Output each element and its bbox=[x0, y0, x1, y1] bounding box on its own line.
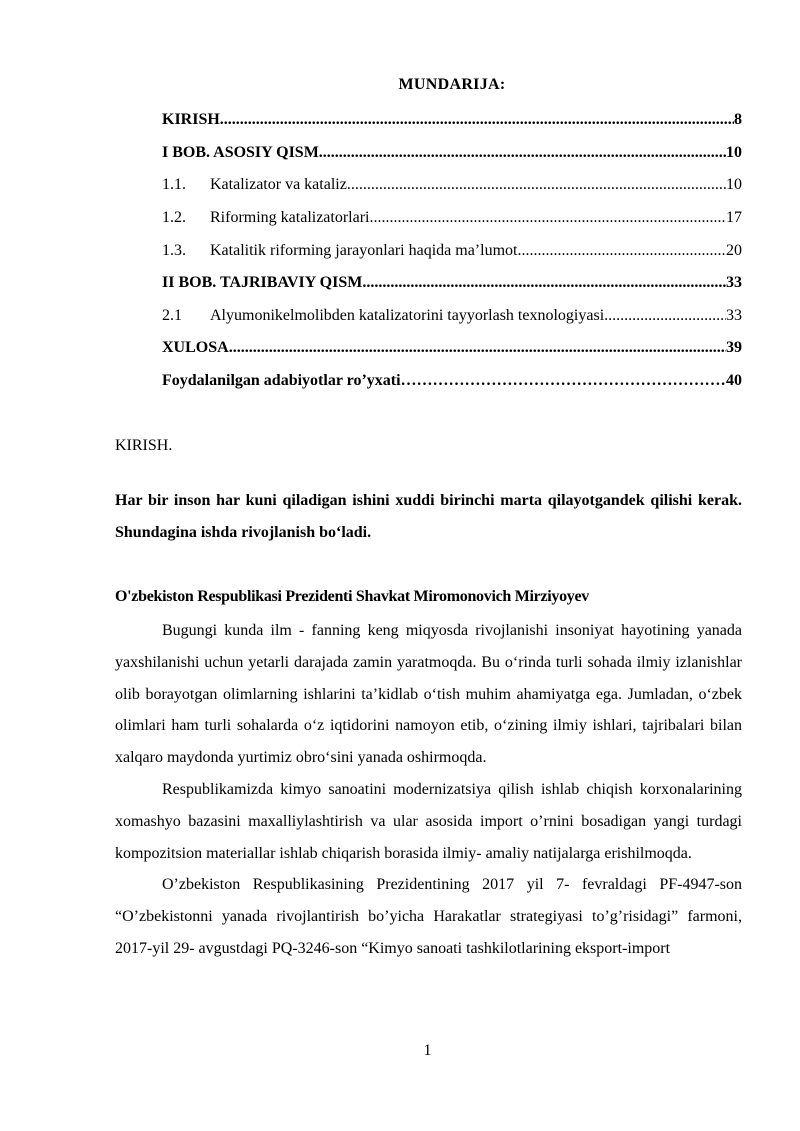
paragraph: Respublikamizda kimyo sanoatini modernizatsiya qilish ishlab chiqish korxonalarining xomashyo bazasini maxalliylashtirish va ular asosida import o’rnini bosadigan yangi turdagi kompozitsion materiallar ishlab chiqarish borasida ilmiy- amaliy natijalarga erishilmoqda. bbox=[115, 780, 742, 862]
toc-entry-label: Foydalanilgan adabiyotlar ro’yxati bbox=[162, 372, 401, 390]
body-text bbox=[115, 615, 742, 965]
toc-entry-label: Katalizator va kataliz bbox=[210, 176, 347, 194]
toc-entry-label: Riforming katalizatorlari bbox=[210, 209, 370, 227]
toc-leader-dots bbox=[517, 242, 726, 260]
toc-entry-page: 10 bbox=[726, 143, 742, 161]
toc-entry-chapter-2[interactable] bbox=[162, 267, 742, 300]
paragraph: Bugungi kunda ilm - fanning keng miqyosda rivojlanishi insoniyat hayotining yanada yaxshilanishi uchun yetarli darajada zamin yaratmoqda. Bu o‘rinda turli sohada ilmiy izlanishlar olib borayotgan olimlarning ishlarini ta’kidlab o‘tish muhim ahamiyatga ega. Jumladan, o‘zbek olimlari ham turli sohalarda o‘z iqtidorini namoyon etib, o‘zining ilmiy ishlari, tajribalari bilan xalqaro maydonda yurtimiz obro‘sini yanada oshirmoqda. bbox=[115, 622, 742, 767]
toc-entry-page: 8 bbox=[734, 111, 742, 129]
toc-leader-dots bbox=[229, 339, 726, 357]
toc-entry-label: II BOB. TAJRIBAVIY QISM bbox=[162, 274, 363, 292]
toc-entry-page: 33 bbox=[726, 274, 742, 292]
toc-entry-number: 2.1 bbox=[162, 306, 182, 324]
toc-entry-2-1[interactable] bbox=[162, 300, 742, 333]
motto-author: O'zbekiston Respublikasi Prezidenti Shavkat Miromonovich Mirziyoyev bbox=[115, 588, 589, 605]
toc-entry-kirish[interactable] bbox=[162, 104, 742, 137]
toc-entry-number: 1.2. bbox=[162, 209, 186, 227]
intro-heading: KIRISH. bbox=[115, 437, 173, 454]
toc-entry-label: KIRISH bbox=[162, 111, 220, 129]
toc-title: MUNDARIJA: bbox=[398, 76, 506, 93]
toc-leader-dots bbox=[220, 111, 734, 129]
toc-entry-label: I BOB. ASOSIY QISM bbox=[162, 143, 319, 161]
toc-leader-dots bbox=[319, 144, 726, 162]
toc-entry-page: 39 bbox=[726, 339, 742, 357]
toc-entry-label: Alyumonikelmolibden katalizatorini tayyorlash texnologiyasi bbox=[210, 306, 605, 324]
toc-entry-page: 33 bbox=[726, 306, 742, 324]
toc-entry-number: 1.1. bbox=[162, 176, 186, 194]
table-of-contents bbox=[162, 104, 742, 397]
toc-entry-page: 20 bbox=[726, 241, 742, 259]
toc-entry-1-3[interactable] bbox=[162, 234, 742, 267]
toc-leader-dots bbox=[362, 274, 726, 292]
toc-leader-dots bbox=[401, 372, 726, 390]
toc-entry-1-1[interactable] bbox=[162, 169, 742, 202]
toc-entry-label: Katalitik riforming jarayonlari haqida ma’lumot bbox=[210, 241, 518, 259]
toc-leader-dots bbox=[604, 307, 726, 325]
toc-leader-dots bbox=[347, 176, 726, 194]
toc-entry-references[interactable] bbox=[162, 365, 742, 398]
toc-entry-label: XULOSA bbox=[162, 339, 229, 357]
toc-entry-page: 40 bbox=[726, 372, 742, 390]
page-number: 1 bbox=[423, 1042, 432, 1059]
paragraph: O’zbekiston Respublikasining Prezidentining 2017 yil 7- fevraldagi PF-4947-son “O’zbekistonni yanada rivojlantirish bo’yicha Harakatlar strategiyasi to’g’risidagi” farmoni, 2017-yil 29- avgustdagi PQ-3246-son “Kimyo sanoati tashkilotlarining eksport-import bbox=[115, 876, 742, 957]
toc-entry-number: 1.3. bbox=[162, 241, 186, 259]
motto-quote: Har bir inson har kuni qiladigan ishini xuddi birinchi marta qilayotgandek qilishi kerak. Shundagina ishda rivojlanish bo‘ladi. bbox=[115, 492, 742, 541]
toc-entry-chapter-1[interactable] bbox=[162, 137, 742, 170]
toc-entry-page: 17 bbox=[726, 209, 742, 227]
toc-entry-xulosa[interactable] bbox=[162, 332, 742, 365]
toc-leader-dots bbox=[370, 209, 727, 227]
toc-entry-1-2[interactable] bbox=[162, 202, 742, 235]
toc-entry-page: 10 bbox=[726, 176, 742, 194]
